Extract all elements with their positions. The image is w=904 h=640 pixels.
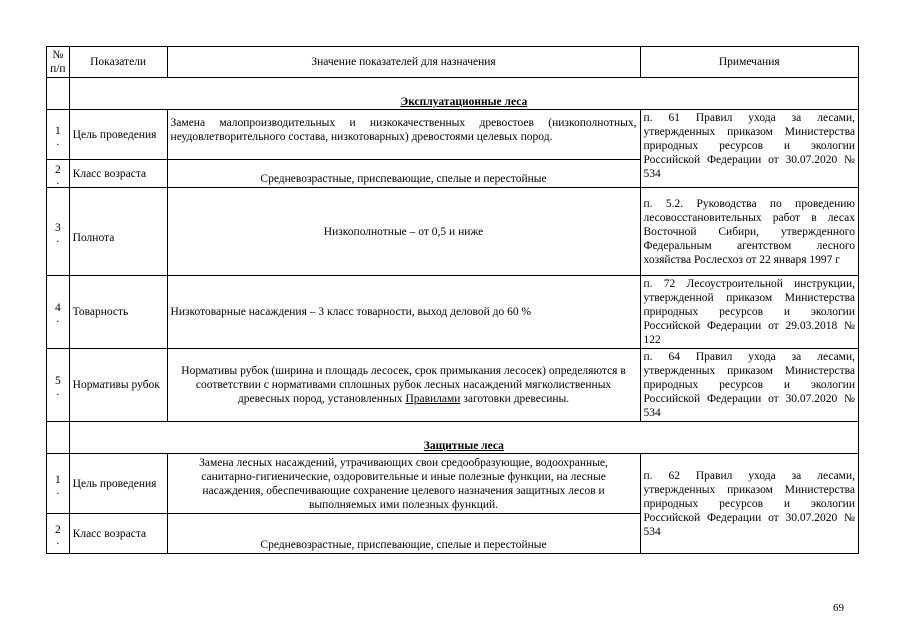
header-num: № п/п bbox=[47, 47, 70, 78]
row-indicator: Класс возраста bbox=[69, 514, 167, 554]
section-num-cell bbox=[47, 422, 70, 454]
row-number: 4 . bbox=[47, 276, 70, 349]
section-title-row bbox=[47, 78, 859, 110]
table-row bbox=[47, 454, 859, 514]
row-value: Замена малопроизводительных и низкокачественных древостоев (низкополнотных, неудовлетворительного состава, низкотоварных) древостоями целевых пород. bbox=[167, 110, 640, 160]
table-row bbox=[47, 349, 859, 422]
section-num-cell bbox=[47, 78, 70, 110]
row-indicator: Нормативы рубок bbox=[69, 349, 167, 422]
row-indicator: Цель проведения bbox=[69, 454, 167, 514]
row-value: Нормативы рубок (ширина и площадь лесосек, срок примыкания лесосек) определяются в соответствии с нормативами сплошных рубок лесных насаждений мягколиственных древесных пород, установленных Правилами заготовки древесины. bbox=[167, 349, 640, 422]
section-title: Защитные леса bbox=[69, 422, 858, 454]
row-number: 2 . bbox=[47, 160, 70, 188]
row-note: п. 64 Правил ухода за лесами, утвержденных приказом Министерства природных ресурсов и экологии Российской Федерации от 30.07.2020 № 534 bbox=[640, 349, 858, 422]
header-notes: Примечания bbox=[640, 47, 858, 78]
section-title: Эксплуатационные леса bbox=[69, 78, 858, 110]
table-row bbox=[47, 110, 859, 160]
table-row bbox=[47, 188, 859, 276]
page-number: 69 bbox=[833, 602, 844, 614]
row-indicator: Класс возраста bbox=[69, 160, 167, 188]
row-indicator: Товарность bbox=[69, 276, 167, 349]
rules-link[interactable]: Правилами bbox=[405, 393, 461, 405]
row-value: Замена лесных насаждений, утрачивающих свои средообразующие, водоохранные, санитарно-гигиенические, оздоровительные и иные полезные функции, на лесные насаждения, обеспечивающие сохранение целевого назначения защитных лесов и выполняемых ими полезных функций. bbox=[167, 454, 640, 514]
row-value: Низкотоварные насаждения – 3 класс товарности, выход деловой до 60 % bbox=[167, 276, 640, 349]
row-note: п. 61 Правил ухода за лесами, утвержденных приказом Министерства природных ресурсов и экологии Российской Федерации от 30.07.2020 № 534 bbox=[640, 110, 858, 188]
row-note: п. 62 Правил ухода за лесами, утвержденных приказом Министерства природных ресурсов и экологии Российской Федерации от 30.07.2020 № 534 bbox=[640, 454, 858, 554]
row-number: 1 . bbox=[47, 110, 70, 160]
header-values: Значение показателей для назначения bbox=[167, 47, 640, 78]
row-value: Низкополнотные – от 0,5 и ниже bbox=[167, 188, 640, 276]
row-note: п. 5.2. Руководства по проведению лесовосстановительных работ в лесах Восточной Сибири, утвержденного Федеральным агентством лесного хозяйства Рослесхоз от 22 января 1997 г bbox=[640, 188, 858, 276]
row-note: п. 72 Лесоустроительной инструкции, утвержденной приказом Министерства природных ресурсов и экологии Российской Федерации от 29.03.2018 № 122 bbox=[640, 276, 858, 349]
row-indicator: Цель проведения bbox=[69, 110, 167, 160]
row-indicator: Полнота bbox=[69, 188, 167, 276]
row-value: Средневозрастные, приспевающие, спелые и перестойные bbox=[167, 514, 640, 554]
table-header-row bbox=[47, 47, 859, 78]
row-number: 5 . bbox=[47, 349, 70, 422]
row-number: 2 . bbox=[47, 514, 70, 554]
regulation-table bbox=[46, 46, 859, 554]
row-number: 1 . bbox=[47, 454, 70, 514]
row-number: 3 . bbox=[47, 188, 70, 276]
header-indicators: Показатели bbox=[69, 47, 167, 78]
section-title-row bbox=[47, 422, 859, 454]
table-row bbox=[47, 276, 859, 349]
row-value: Средневозрастные, приспевающие, спелые и перестойные bbox=[167, 160, 640, 188]
